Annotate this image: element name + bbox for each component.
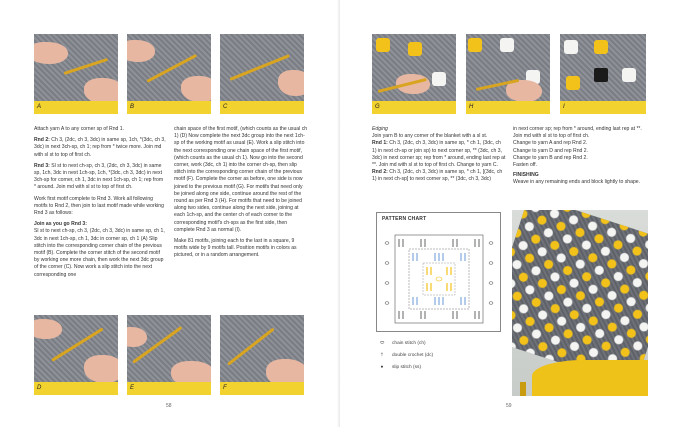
- pattern-chart: [376, 212, 501, 332]
- instruction-line: Change to yarn B and rep Rnd 2.: [513, 154, 588, 161]
- photo-f: [220, 315, 304, 395]
- photo-a: [34, 34, 118, 114]
- chart-title: PATTERN CHART: [382, 216, 427, 222]
- instruction-line: Change to yarn D and rep Rnd 2.: [513, 147, 589, 154]
- chain-stitch-icon: ⬭: [379, 341, 385, 346]
- photo-i: [560, 34, 646, 114]
- instruction-text: Join yarn B to any corner of the blanket with a sl st.: [372, 133, 488, 140]
- instruction-line: Fasten off.: [513, 162, 537, 169]
- legend-label: slip stitch (ss): [392, 365, 422, 370]
- chart-legend: [376, 340, 433, 370]
- instruction-text: Make 81 motifs, joining each to the last in a square, 9 motifs wide by 9 motifs tall. Position motifs in colors as pictured, or in a random arrangement.: [174, 238, 297, 259]
- page-number: 58: [166, 403, 172, 409]
- instruction-line: Change to yarn A and rep Rnd 2.: [513, 140, 588, 147]
- round-label: Rnd 2:: [372, 169, 388, 176]
- round-label: Rnd 2:: [34, 137, 50, 144]
- caption-b: B: [127, 101, 211, 114]
- round-label: Rnd 3:: [34, 162, 50, 169]
- instruction-text: chain space of the first motif, (which counts as the usual ch 1) (D) Now complete the next 3dc group into the next 1ch-sp of the working motif as usual (E). Work a slip stitch into the next corresponding one chain space of the first motif, (which counts as the usual ch 1). Now go into the second corner, work (3dc, ch 1) into the corner ch-sp, then slip stitch into the corresponding corner chain of the previous motif (F). Complete the corner as before, one side is now joined to the previous motif (G). For motifs that need only be joined along one side, continue around the rest of the round as per Rnd 3 (H). For motifs that need to be joined along two sides, continue along the next side, joining at each 1ch-sp, and the center ch of each corner to the corresponding motif's ch-sps as the first side, then complete Rnd 3 as normal (I).: [174, 126, 308, 233]
- double-crochet-icon: †: [380, 353, 384, 358]
- page-number: 59: [506, 403, 512, 409]
- section-title-edging: Edging: [372, 126, 388, 132]
- caption-g: G: [372, 101, 456, 114]
- slip-stitch-icon: ●: [380, 365, 384, 370]
- photo-e: [127, 315, 211, 395]
- round-label: Rnd 1:: [372, 140, 388, 147]
- instruction-text: Work first motif complete to Rnd 3. Work all following motifs to Rnd 2, then join to last motif made while working Rnd 3 as follows:: [34, 195, 164, 217]
- legend-label: double crochet (dc): [392, 353, 434, 358]
- instruction-text: Sl st to next ch-sp, ch 3, (2dc, ch 3, 3dc) in same sp, ch 1, 3dc in next 1ch-sp, ch 1, 3dc in corner sp, ch 1 (A) Slip stitch into the corresponding corner chain of the previous motif (B). Complete the corner stitch of the second motif by working one more chain, then work the next 3dc group of the corner (C). Now work a slip stitch into the next corresponding one: [34, 228, 165, 278]
- photo-h: [466, 34, 550, 114]
- round-label: Join as you go Rnd 3:: [34, 221, 87, 228]
- photo-g: [372, 34, 456, 114]
- left-column-2: [174, 126, 308, 264]
- section-title-finishing: FINISHING: [513, 172, 539, 179]
- instruction-text: Weave in any remaining ends and block lightly to shape.: [513, 179, 641, 186]
- photo-b: [127, 34, 211, 114]
- instruction-text: Ch 3, (2dc, ch 3, 3dc) in same sp, 1ch, *(3dc, ch 3, 3dc) in next 3ch-sp, ch 1; rep from * twice more. Join md with sl st to top of first ch.: [34, 137, 166, 158]
- caption-f: F: [220, 382, 304, 395]
- left-column-1: [34, 126, 166, 283]
- caption-a: A: [34, 101, 118, 114]
- caption-d: D: [34, 382, 118, 395]
- blanket-photo: [512, 210, 648, 396]
- legend-label: chain stitch (ch): [392, 341, 426, 346]
- legend-chain: [376, 340, 433, 346]
- photo-c: [220, 34, 304, 114]
- right-page: [340, 0, 680, 427]
- instruction-text: Attach yarn A to any corner sp of Rnd 1.: [34, 126, 125, 132]
- chart-diagram: [377, 223, 502, 333]
- right-column-2: [513, 126, 649, 187]
- caption-h: H: [466, 101, 550, 114]
- instruction-text: Ch 3, (2dc, ch 3, 3dc) in same sp, * ch 1, [(3dc, ch 1) in next ch-sp] to next corner sp, ** (3dc, ch 3, 3dc): [372, 169, 503, 183]
- legend-slip: [376, 365, 433, 370]
- instruction-text: in next corner sp; rep from * around, ending last rep at **. Join md with sl st to top of first ch.: [513, 126, 642, 140]
- caption-c: C: [220, 101, 304, 114]
- right-column-1: [372, 126, 506, 188]
- instruction-text: Sl st to next ch-sp, ch 3, (2dc, ch 3, 3dc) in same sp, 1ch, 3dc in next 1ch-sp, 1ch, *(3dc, ch 3, 3dc) in next 3ch-sp for corner, ch 1, 3dc in next 1ch-sp, ch 1; rep from * around. Join md with sl st to top of first ch.: [34, 162, 164, 191]
- instruction-text: Ch 3, (2dc, ch 3, 3dc) in same sp, * ch 1, (3dc, ch 1) in next ch-sp or join sp) to next corner sp, ** (3dc, ch 3, 3dc) in next corner sp; rep from * around, ending last rep at **. Join md with sl st to top of first ch. Change to yarn C.: [372, 140, 506, 169]
- legend-double: [376, 353, 433, 358]
- caption-i: I: [560, 101, 646, 114]
- photo-d: [34, 315, 118, 395]
- caption-e: E: [127, 382, 211, 395]
